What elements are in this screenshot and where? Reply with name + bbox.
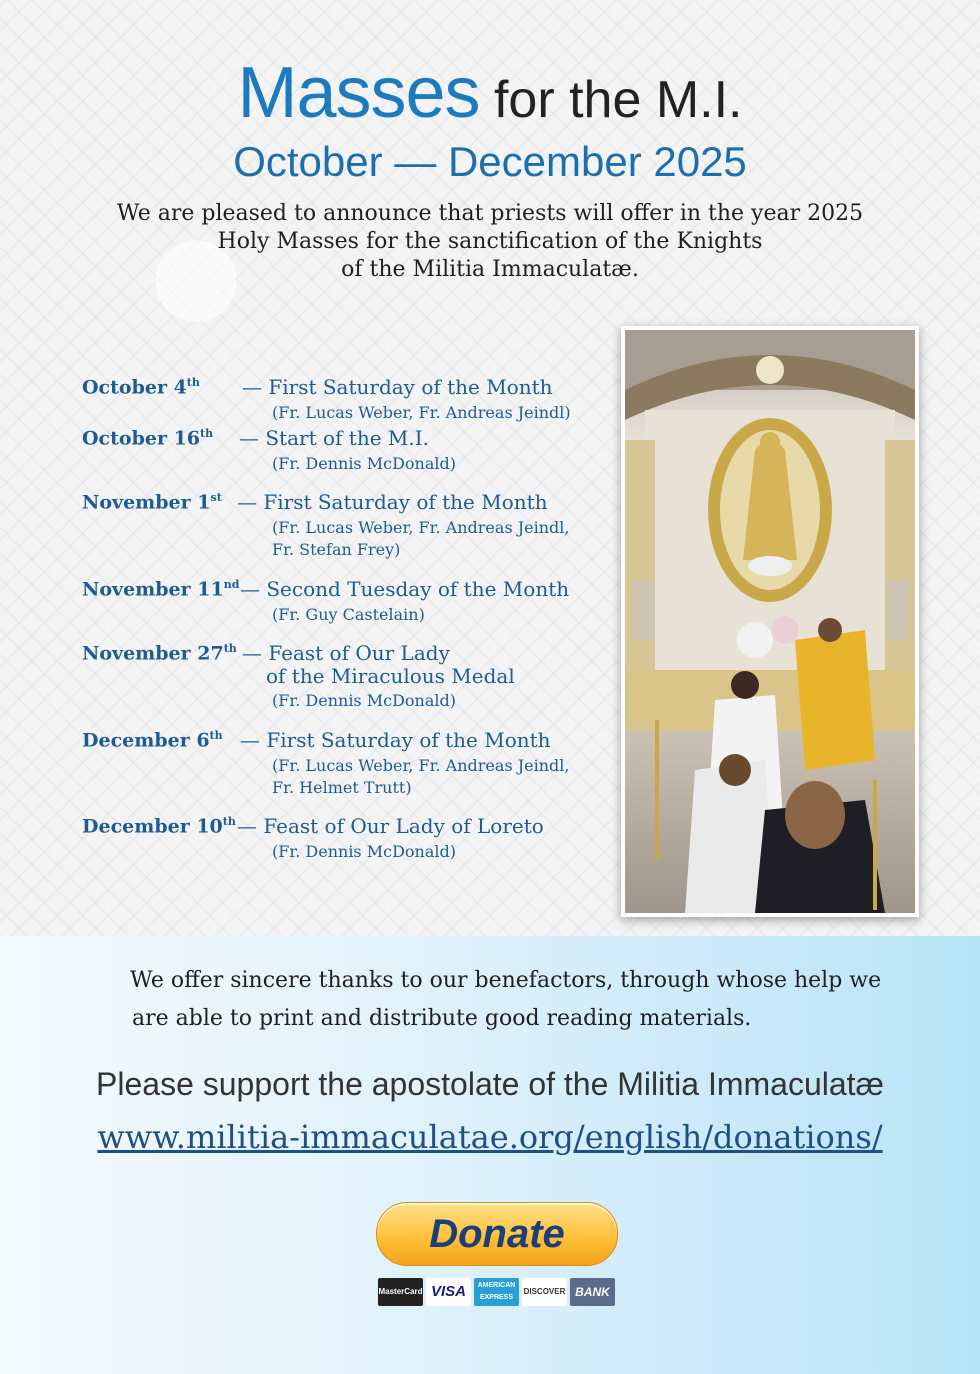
thanks-line: are able to print and distribute good reading materials. (132, 1006, 752, 1031)
mastercard-logo: MasterCard (378, 1278, 423, 1306)
event-date: December 6th (82, 729, 223, 752)
event-date: October 16th (82, 427, 214, 450)
event-feast: — Start of the M.I. (239, 426, 429, 450)
altar-photo (621, 326, 919, 917)
event-priests: (Fr. Dennis McDonald) (272, 454, 456, 473)
discover-logo: DISCOVER (522, 1278, 567, 1306)
event-feast: — First Saturday of the Month (240, 728, 551, 752)
event-date: November 1st (82, 491, 222, 514)
event-priests: (Fr. Lucas Weber, Fr. Andreas Jeindl) (272, 403, 571, 422)
event-feast: — First Saturday of the Month (242, 375, 553, 399)
event-date: November 11nd (82, 578, 240, 601)
donate-button[interactable]: Donate (376, 1202, 618, 1266)
thanks-line: We offer sincere thanks to our benefactors, through whose help we (130, 968, 882, 993)
event-feast: — First Saturday of the Month (237, 490, 548, 514)
intro-line: Holy Masses for the sanctification of the Knights (217, 229, 763, 254)
event-priests: (Fr. Lucas Weber, Fr. Andreas Jeindl, (272, 756, 570, 775)
event-date: October 4th (82, 376, 200, 399)
period-subtitle: October — December 2025 (233, 138, 747, 185)
donations-link[interactable]: www.militia-immaculatae.org/english/donations/ (97, 1118, 883, 1156)
event-feast: — Feast of Our Lady of Loreto (237, 814, 544, 838)
event-priests: (Fr. Lucas Weber, Fr. Andreas Jeindl, (272, 518, 570, 537)
event-priests: (Fr. Dennis McDonald) (272, 842, 456, 861)
event-priests: (Fr. Guy Castelain) (272, 605, 425, 624)
thanks-text (120, 962, 882, 1038)
page-title (0, 52, 980, 134)
visa-logo: VISA (426, 1278, 471, 1306)
title-rest: for the M.I. (479, 71, 743, 129)
event-feast: of the Miraculous Medal (266, 664, 515, 688)
bank-logo: BANK (570, 1278, 615, 1306)
title-masses: Masses (237, 53, 480, 133)
event-priests: (Fr. Dennis McDonald) (272, 691, 456, 710)
event-feast: — Second Tuesday of the Month (240, 577, 570, 601)
altar-illustration (625, 330, 915, 913)
event-priests: Fr. Stefan Frey) (272, 540, 401, 559)
event-feast: — Feast of Our Lady (242, 641, 450, 665)
support-heading: Please support the apostolate of the Militia Immaculatæ (96, 1066, 884, 1102)
event-date: November 27th (82, 642, 237, 665)
intro-text (100, 200, 880, 284)
event-priests: Fr. Helmet Trutt) (272, 778, 412, 797)
event-date: December 10th (82, 815, 236, 838)
intro-line: We are pleased to announce that priests will offer in the year 2025 (116, 201, 864, 226)
amex-logo: AMERICAN EXPRESS (474, 1278, 519, 1306)
intro-line: of the Militia Immaculatæ. (341, 257, 639, 282)
